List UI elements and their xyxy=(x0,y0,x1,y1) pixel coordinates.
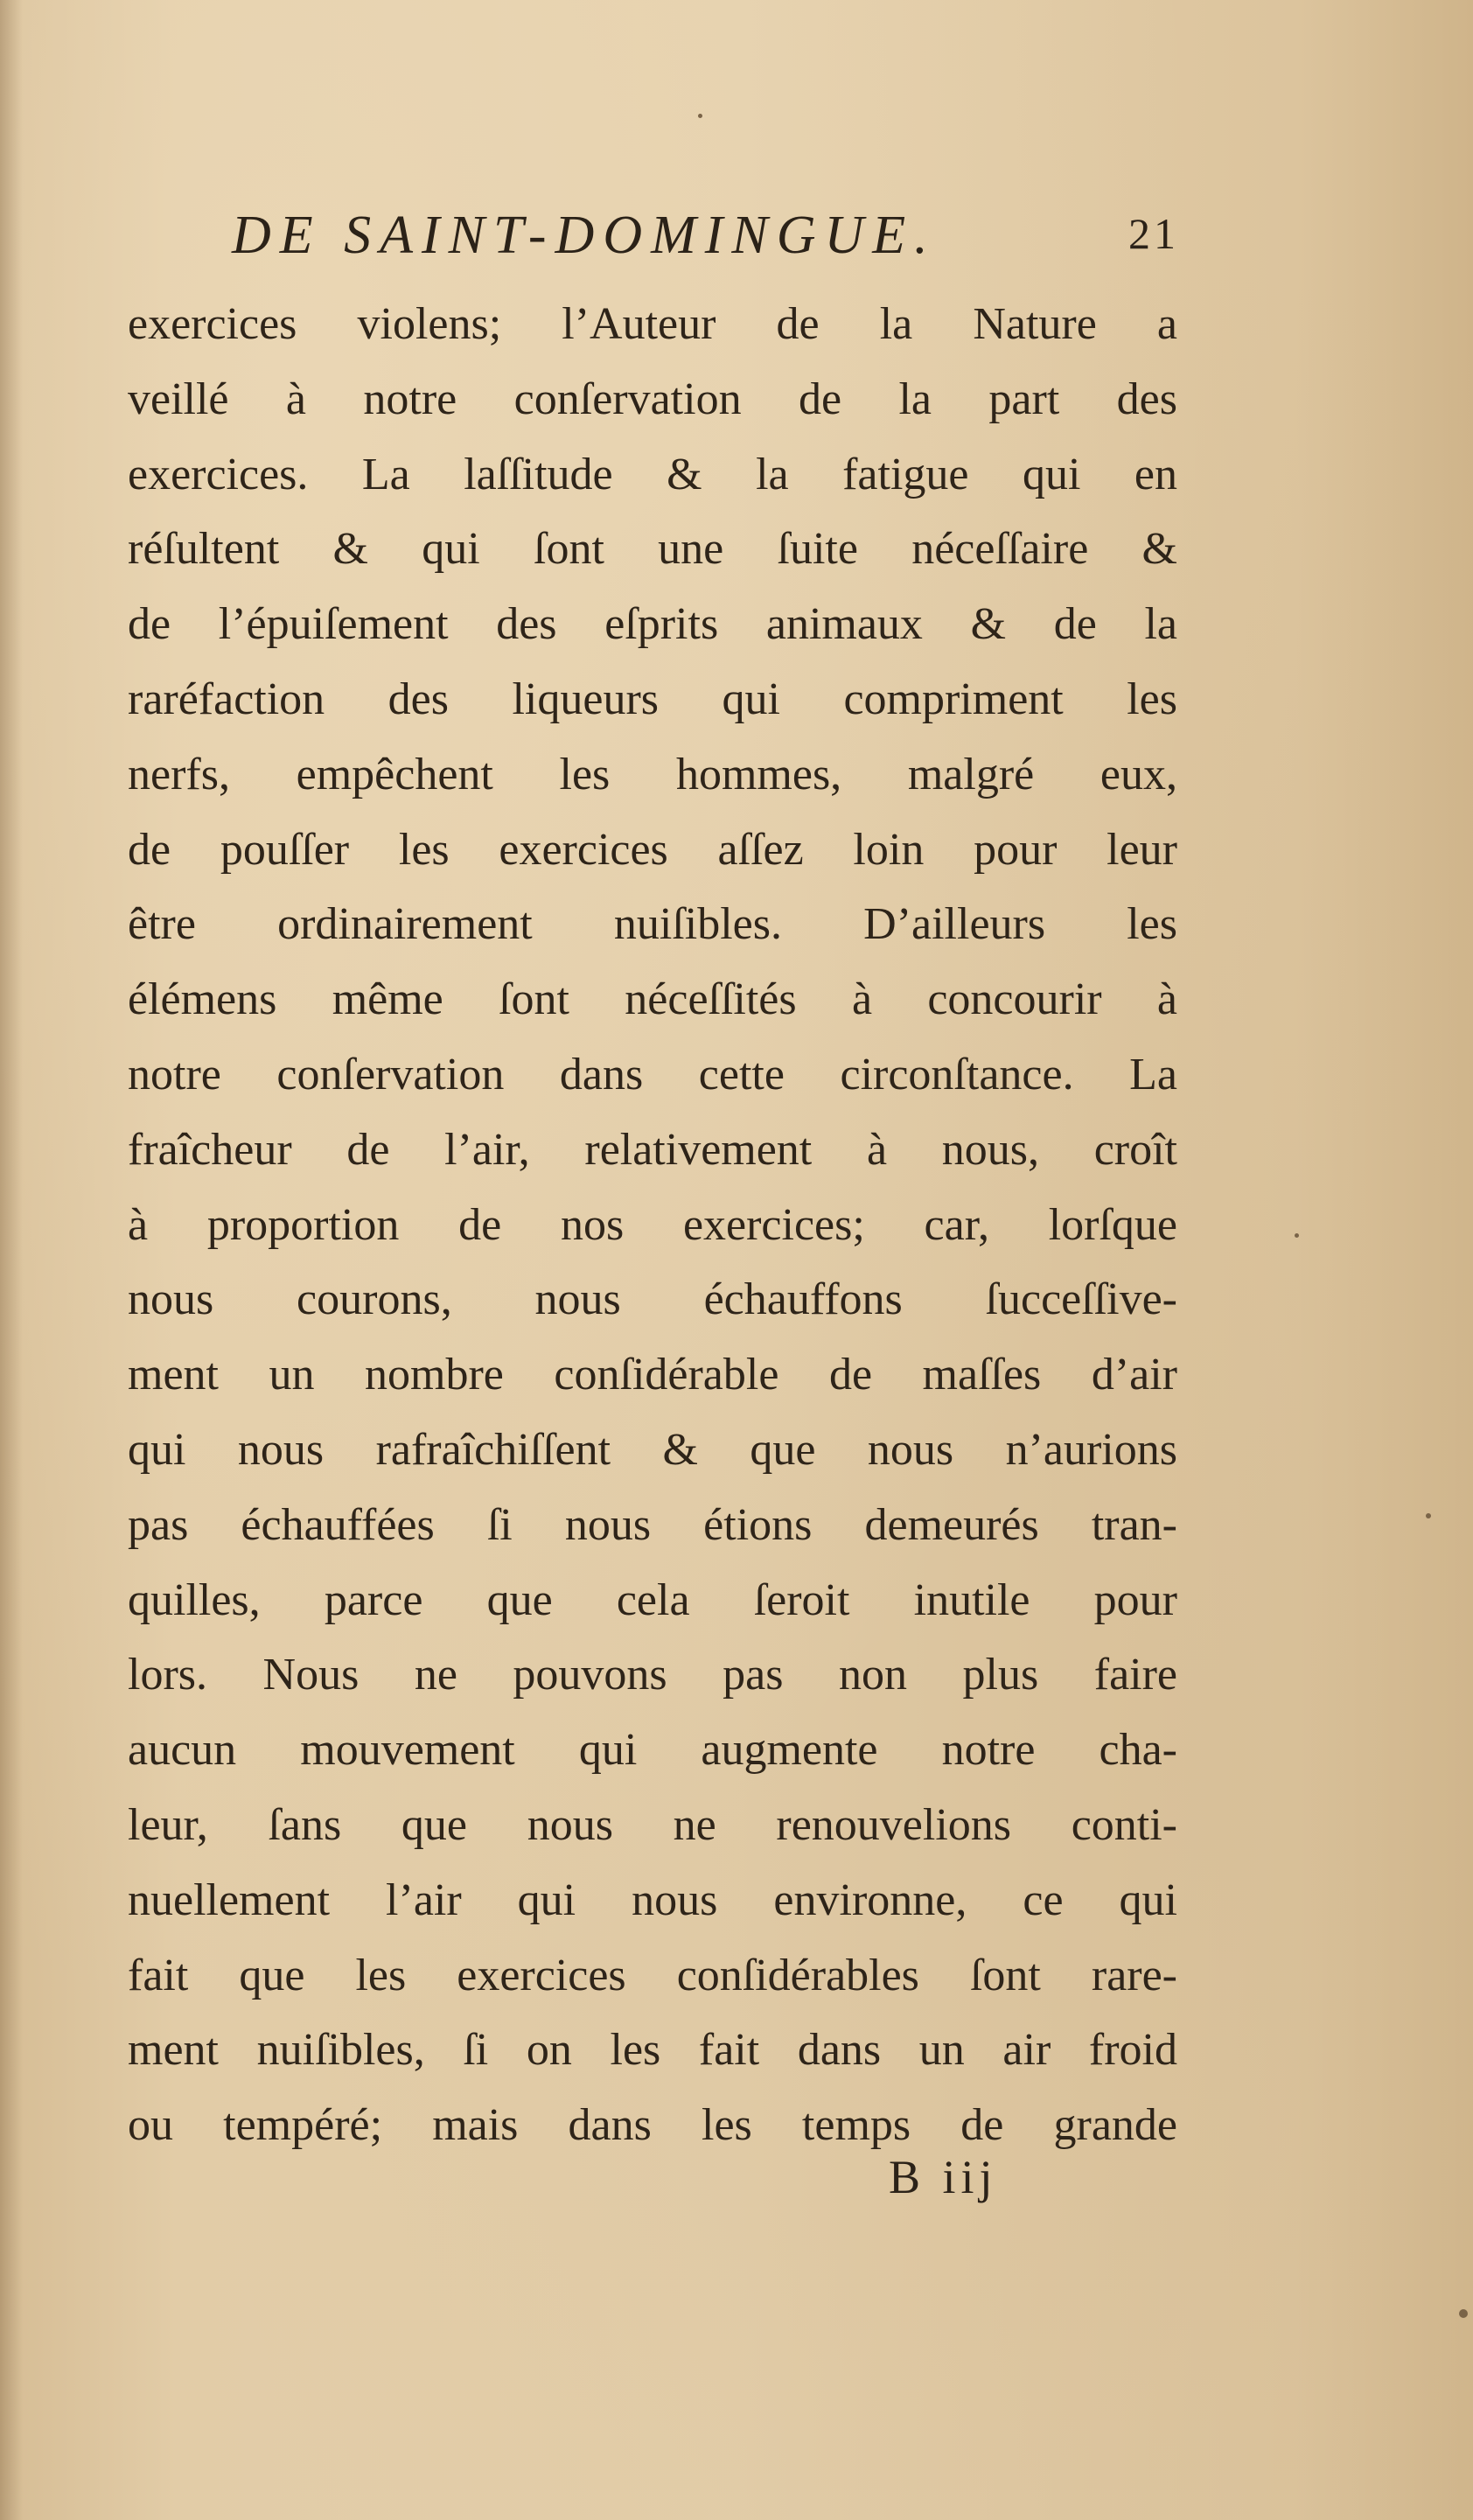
paper-speck xyxy=(698,114,702,118)
text-line: leur, ſans que nous ne renouvelions conti- xyxy=(128,1799,1177,1850)
text-line: fait que les exercices conſidérables ſont rare- xyxy=(128,1950,1177,2000)
signature-mark: B iij xyxy=(889,2151,998,2203)
text-line: qui nous rafraîchiſſent & que nous n’aurions xyxy=(128,1424,1177,1475)
paper-speck xyxy=(1459,2309,1468,2318)
text-line: raréfaction des liqueurs qui compriment les xyxy=(128,674,1177,724)
paper-speck xyxy=(1295,1233,1299,1238)
text-line: ment nuiſibles, ſi on les fait dans un air froid xyxy=(128,2025,1177,2076)
text-line: exercices violens; l’Auteur de la Nature a xyxy=(128,299,1177,349)
paper-speck xyxy=(1426,1513,1431,1518)
text-line: à proportion de nos exercices; car, lorſque xyxy=(128,1199,1177,1250)
text-line: pas échauffées ſi nous étions demeurés tran- xyxy=(128,1499,1177,1550)
text-line: notre conſervation dans cette circonſtance. La xyxy=(128,1049,1177,1099)
text-line: quilles, parce que cela ſeroit inutile pour xyxy=(128,1574,1177,1625)
text-line: nous courons, nous échauffons ſucceſſive- xyxy=(128,1274,1177,1325)
text-line: élémens même ſont néceſſités à concourir à xyxy=(128,974,1177,1025)
text-line: de pouſſer les exercices aſſez loin pour leur xyxy=(128,824,1177,875)
text-line: aucun mouvement qui augmente notre cha- xyxy=(128,1725,1177,1776)
text-line: être ordinairement nuiſibles. D’ailleurs les xyxy=(128,899,1177,950)
text-line: ou tempéré; mais dans les temps de grande xyxy=(128,2100,1177,2151)
page-header xyxy=(131,203,1190,273)
page-number: 21 xyxy=(1128,209,1179,258)
text-line: réſultent & qui ſont une ſuite néceſſaire & xyxy=(128,524,1177,575)
text-line: nuellement l’air qui nous environne, ce qui xyxy=(128,1874,1177,1925)
text-line: fraîcheur de l’air, relativement à nous, croît xyxy=(128,1124,1177,1175)
text-line: exercices. La laſſitude & la fatigue qui en xyxy=(128,449,1177,499)
text-line: lors. Nous ne pouvons pas non plus faire xyxy=(128,1650,1177,1700)
page-gutter-shadow xyxy=(0,0,23,2520)
running-head: DE SAINT-DOMINGUE. xyxy=(232,206,937,265)
text-line: veillé à notre conſervation de la part des xyxy=(128,373,1177,424)
text-line: nerfs, empêchent les hommes, malgré eux, xyxy=(128,749,1177,799)
body-text xyxy=(128,287,1177,2163)
text-line: ment un nombre conſidérable de maſſes d’air xyxy=(128,1350,1177,1400)
text-line: de l’épuiſement des eſprits animaux & de la xyxy=(128,599,1177,650)
